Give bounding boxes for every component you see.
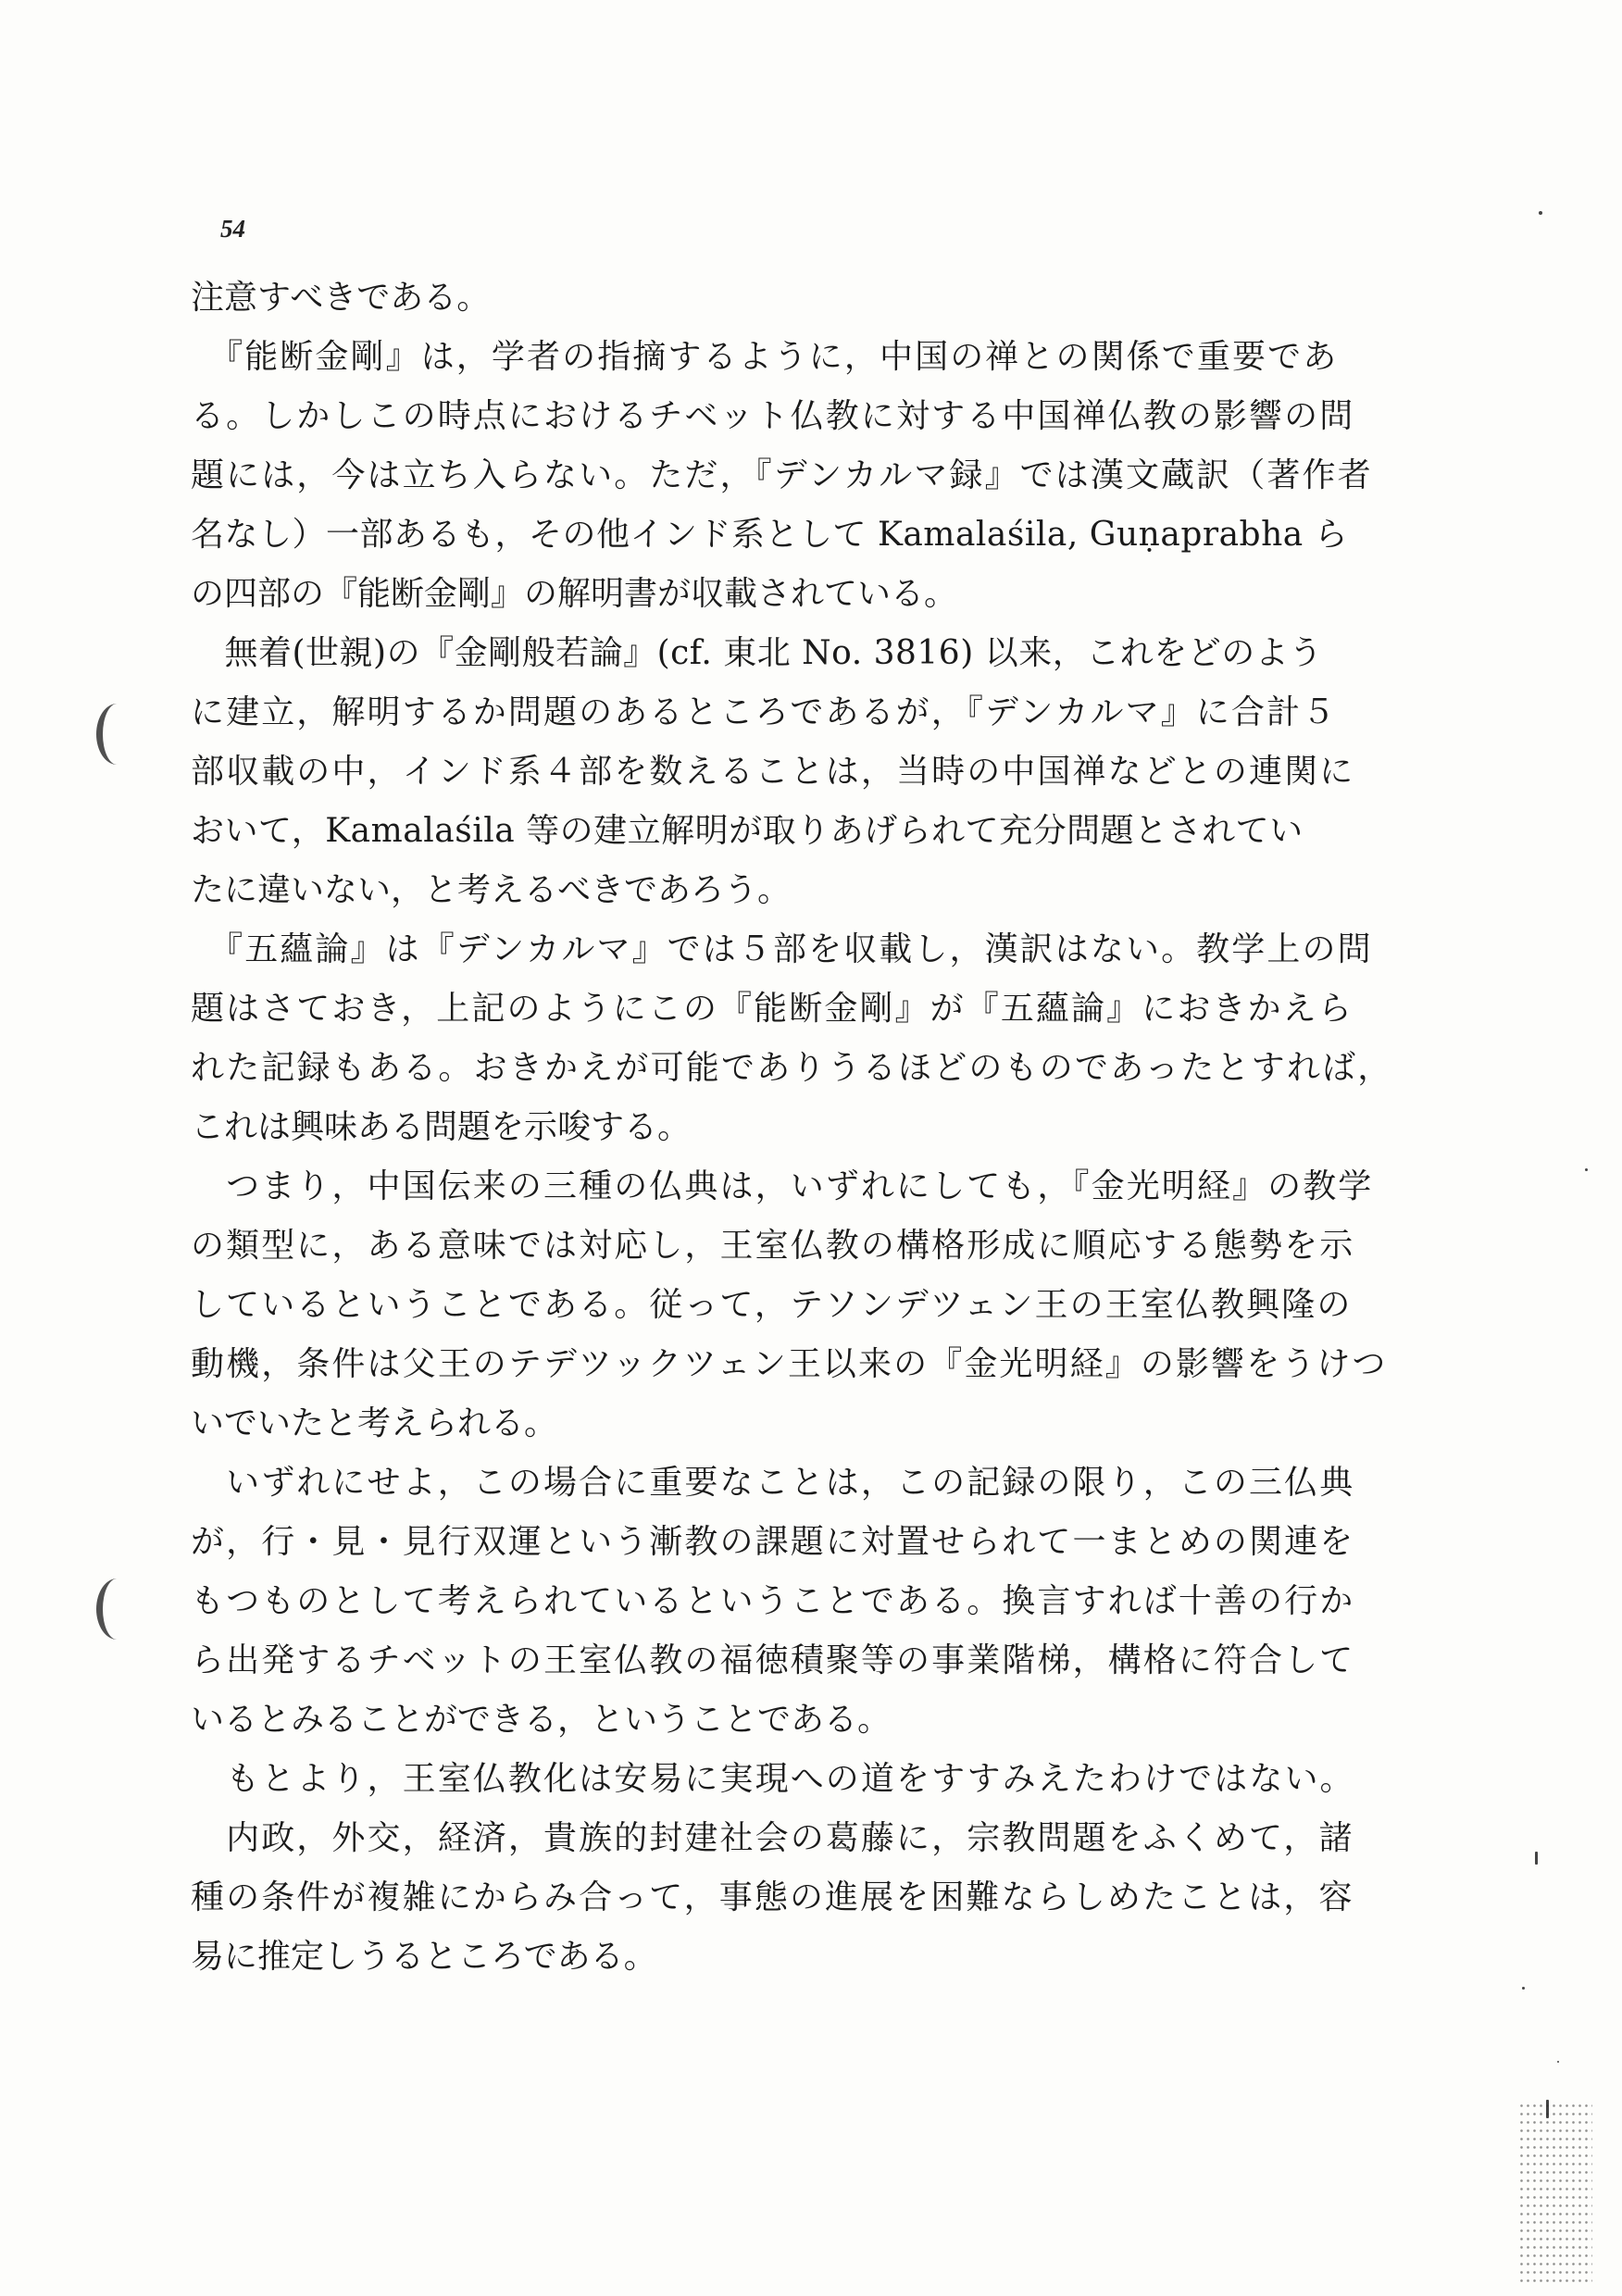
text-line: これは興味ある問題を示唆する。 bbox=[191, 1108, 692, 1146]
text-line: 題には，今は立ち入らない。ただ，『デンカルマ録』では漢文蔵訳（著作者 bbox=[191, 456, 1373, 494]
text-line: たに違いない，と考えるべきであろう。 bbox=[191, 871, 792, 909]
binding-shadow-mark bbox=[96, 1578, 138, 1640]
scan-speck bbox=[1522, 1987, 1525, 1990]
text-line: が，行・見・見行双運という漸教の課題に対置せられて一まとめの関連を bbox=[191, 1523, 1355, 1561]
body-text bbox=[191, 268, 1393, 1987]
text-line: ら出発するチベットの王室仏教の福徳積聚等の事業階梯，構格に符合して bbox=[191, 1641, 1355, 1679]
text-line: に建立，解明するか問題のあるところであるが，『デンカルマ』に合計５ bbox=[191, 693, 1338, 731]
text-line: 内政，外交，経済，貴族的封建社会の葛藤に，宗教問題をふくめて，諸 bbox=[191, 1819, 1354, 1857]
text-line: つまり，中国伝来の三種の仏典は，いずれにしても，『金光明経』の教学 bbox=[191, 1167, 1374, 1205]
text-line: 易に推定しうるところである。 bbox=[191, 1938, 657, 1976]
text-line: いでいたと考えられる。 bbox=[191, 1404, 558, 1442]
page-number: 54 bbox=[220, 215, 245, 243]
text-line: もとより，王室仏教化は安易に実現への道をすすみえたわけではない。 bbox=[191, 1760, 1355, 1798]
text-line: おいて，Kamalaśila 等の建立解明が取りあげられて充分問題とされてい bbox=[191, 812, 1304, 850]
scan-speck bbox=[1557, 2061, 1559, 2063]
text-line: の四部の『能断金剛』の解明書が収載されている。 bbox=[191, 575, 958, 613]
text-line: 題はさておき，上記のようにこの『能断金剛』が『五蘊論』におきかえら bbox=[191, 990, 1354, 1028]
text-line: 動機，条件は父王のテデツックツェン王以来の『金光明経』の影響をうけつ bbox=[191, 1345, 1388, 1383]
text-line: れた記録もある。おきかえが可能でありうるほどのものであったとすれば， bbox=[191, 1049, 1393, 1087]
text-line: 名なし）一部あるも，その他インド系として Kamalaśila, Guṇaprabha ら bbox=[191, 516, 1349, 554]
scan-speck bbox=[1585, 1168, 1588, 1171]
text-line: る。しかしこの時点におけるチベット仏教に対する中国禅仏教の影響の問 bbox=[191, 397, 1355, 435]
scan-speck bbox=[1539, 211, 1542, 215]
scan-speck bbox=[1535, 1852, 1538, 1865]
text-line: 種の条件が複雑にからみ合って，事態の進展を困難ならしめたことは，容 bbox=[191, 1878, 1354, 1916]
text-line: いずれにせよ，この場合に重要なことは，この記録の限り，この三仏典 bbox=[191, 1464, 1355, 1502]
text-line: しているということである。従って，テソンデツェン王の王室仏教興隆の bbox=[191, 1286, 1353, 1324]
text-line: 部収載の中，インド系４部を数えることは，当時の中国禅などとの連関に bbox=[191, 753, 1355, 791]
text-line: 注意すべきである。 bbox=[191, 279, 491, 317]
text-line: の類型に，ある意味では対応し，王室仏教の構格形成に順応する態勢を示 bbox=[191, 1227, 1355, 1265]
text-line: 『五蘊論』は『デンカルマ』では５部を収載し，漢訳はない。教学上の問 bbox=[191, 930, 1373, 968]
scan-edge-noise bbox=[1518, 2102, 1592, 2287]
binding-shadow-mark bbox=[96, 704, 138, 765]
text-line: 無着(世親)の『金剛般若論』(cf. 東北 No. 3816) 以来，これをどのよう bbox=[191, 634, 1323, 672]
text-line: 『能断金剛』は，学者の指摘するように，中国の禅との関係で重要であ bbox=[191, 338, 1339, 376]
text-line: いるとみることができる，ということである。 bbox=[191, 1701, 892, 1739]
text-line: もつものとして考えられているということである。換言すれば十善の行か bbox=[191, 1582, 1355, 1620]
